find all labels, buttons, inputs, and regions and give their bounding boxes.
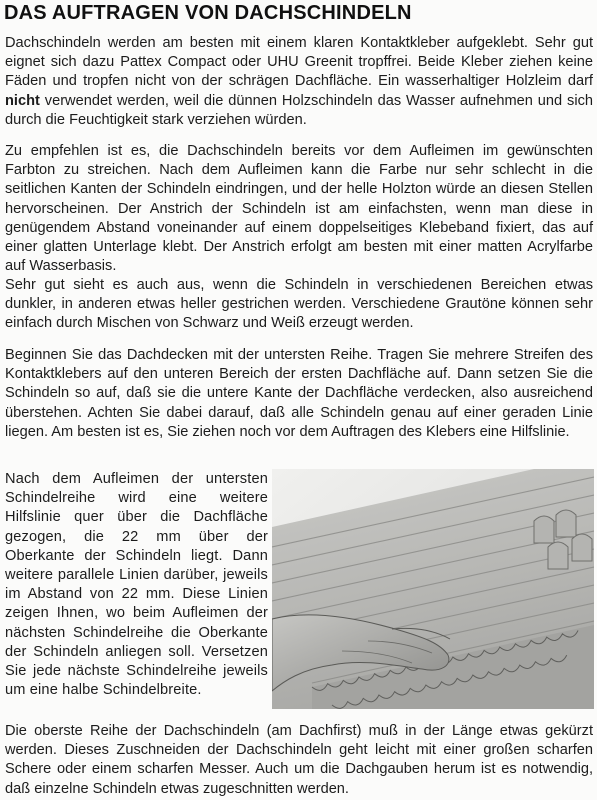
paragraph-painting: Zu empfehlen ist es, die Dachschindeln bereits vor dem Aufleimen im gewünschten Farbton zu streichen. Nach dem Aufleimen kann die Farbe nur sehr schlecht in die seitlichen Kanten der Schindeln eindringen, und der helle Holzton würde an diesen Stellen hervorscheinen. Der Anstrich der Schindeln ist am einfachsten, wenn man diese in genügendem Abstand voneinander auf einem doppelseitiges Klebeband fixiert, das auf einer glatten Unterlage klebt. Der Anstrich erfolgt am besten mit einer matten Acrylfarbe auf Wasserbasis. [5, 143, 593, 275]
paragraph-first-row: Beginnen Sie das Dachdecken mit der untersten Reihe. Tragen Sie mehrere Streifen des Kontaktklebers auf den unteren Bereich der ersten Dachfläche auf. Dann setzen Sie die Schindeln so auf, daß sie die untere Kante der Dachfläche verdecken, also ausreichend überstehen. Achten Sie dabei darauf, daß alle Schindeln genau auf einer geraden Linie liegen. Am besten ist es, Sie ziehen noch vor dem Auftragen des Klebers eine Hilfslinie. [5, 347, 593, 440]
paragraph-shading: Sehr gut sieht es auch aus, wenn die Schindeln in verschiedenen Bereichen etwas dunkler, in anderen etwas heller gestrichen werden. Verschiedene Grautöne können sehr einfach durch Mischen von Schwarz und Weiß erzeugt werden. [5, 277, 593, 332]
paragraph-adhesive [5, 34, 593, 130]
paragraph-adhesive-text-1: Dachschindeln werden am besten mit einem klaren Kontaktkleber aufgeklebt. Sehr gut eignet sich dazu Pattex Compact oder UHU Greenit tropffrei. Beide Kleber ziehen keine Fäden und tropfen nicht von der schrägen Dachfläche. Ein wasserhaltiger Holzleim darf [5, 35, 593, 90]
roof-shingles-illustration [272, 469, 594, 709]
roof-shingles-photo [272, 469, 594, 709]
page-title: DAS AUFTRAGEN VON DACHSCHINDELN [4, 2, 412, 24]
emphasis-nicht: nicht [5, 92, 40, 109]
paragraph-top-row: Die oberste Reihe der Dachschindeln (am Dachfirst) muß in der Länge etwas gekürzt werden. Dieses Zuschneiden der Dachschindeln geht leicht mit einer großen scharfen Schere oder einem scharfen Messer. Auch um die Dachgauben herum ist es notwendig, daß einzelne Schindeln etwas zugeschnitten werden. [5, 723, 593, 797]
paragraph-adhesive-text-2: verwendet werden, weil die dünnen Holzschindeln das Wasser aufnehmen und sich durch die Feuchtigkeit stark verziehen würden. [5, 92, 593, 128]
paragraph-guide-lines: Nach dem Aufleimen der untersten Schindelreihe wird eine weitere Hilfslinie quer über die Dachfläche gezogen, die 22 mm über der Oberkante der Schindeln liegt. Dann weitere parallele Linien darüber, jeweils im Abstand von 22 mm. Diese Linien zeigen Ihnen, wo beim Aufleimen der nächsten Schindelreihe die Oberkante der Schindeln anliegen soll. Versetzen Sie jede nächste Schindelreihe jeweils um eine halbe Schindelbreite. [5, 471, 268, 699]
